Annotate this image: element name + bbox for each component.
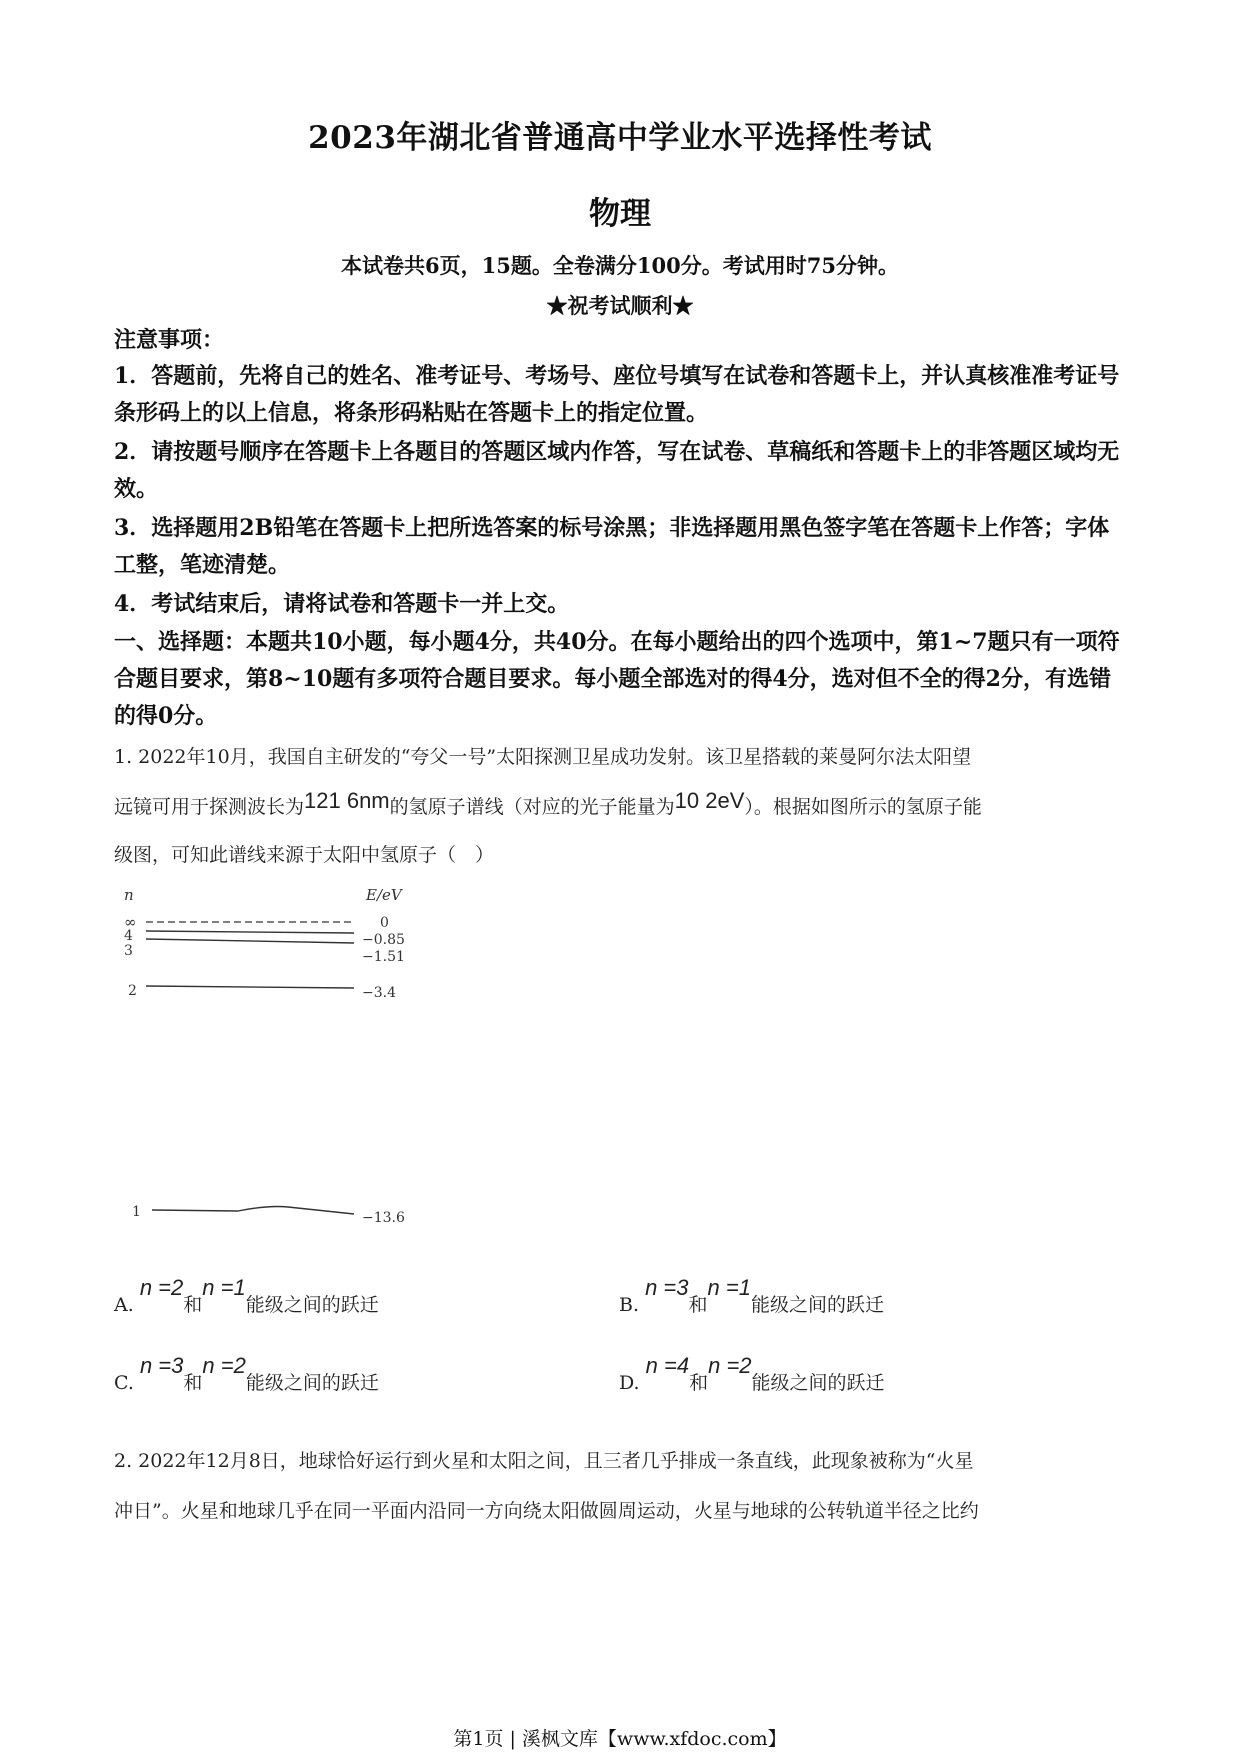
note-item: 3．选择题用2B铅笔在答题卡上把所选答案的标号涂黑；非选择题用黑色签字笔在答题卡上作答；字体工整，笔迹清楚。 bbox=[114, 515, 1110, 578]
question-text: ）。根据如图所示的氢原子能 bbox=[744, 796, 982, 818]
option-math: n =3 bbox=[645, 1275, 689, 1300]
level-n-label: 3 bbox=[124, 943, 133, 959]
question-1-line: 1. 2022年10月，我国自主研发的“夸父一号”太阳探测卫星成功发射。该卫星搭载的莱曼阿尔法太阳望 bbox=[114, 746, 972, 768]
axis-n-label: n bbox=[124, 886, 134, 904]
option-label: B. bbox=[619, 1294, 640, 1316]
option-label: D. bbox=[619, 1372, 640, 1394]
note-item: 1．答题前，先将自己的姓名、准考证号、考场号、座位号填写在试卷和答题卡上，并认真核准准考证号条形码上的以上信息，将条形码粘贴在答题卡上的指定位置。 bbox=[114, 363, 1120, 426]
option-d[interactable] bbox=[619, 1353, 885, 1395]
good-luck-line: ★祝考试顺利★ bbox=[546, 293, 694, 318]
option-math: n =2 bbox=[202, 1353, 246, 1378]
option-text: 能级之间的跃迁 bbox=[750, 1294, 884, 1316]
energy-value: 10 2eV bbox=[674, 788, 745, 813]
question-1-line: 级图，可知此谱线来源于太阳中氢原子（ ） bbox=[114, 844, 495, 866]
wavelength-value: 121 6nm bbox=[304, 788, 390, 813]
level-e-label: −13.6 bbox=[362, 1210, 405, 1226]
level-e-label: −1.51 bbox=[362, 949, 405, 965]
level-e-label: −0.85 bbox=[362, 932, 405, 948]
exam-info: 本试卷共6页，15题。全卷满分100分。考试用时75分钟。 bbox=[341, 253, 899, 278]
note-item: 2．请按题号顺序在答题卡上各题目的答题区域内作答，写在试卷、草稿纸和答题卡上的非答题区域均无效。 bbox=[114, 439, 1120, 502]
option-text: 能级之间的跃迁 bbox=[245, 1372, 379, 1394]
option-label: C. bbox=[114, 1372, 134, 1394]
option-text: 能级之间的跃迁 bbox=[245, 1294, 379, 1316]
question-text: 的氢原子谱线（对应的光子能量为 bbox=[389, 796, 675, 818]
notes-heading: 注意事项： bbox=[114, 327, 225, 353]
option-text: 能级之间的跃迁 bbox=[751, 1372, 885, 1394]
level-n-label: 2 bbox=[128, 983, 137, 999]
option-math: n =4 bbox=[645, 1353, 690, 1378]
option-b[interactable] bbox=[619, 1275, 884, 1317]
option-math: n =2 bbox=[708, 1353, 752, 1378]
option-math: n =2 bbox=[139, 1275, 184, 1300]
level-n-label: 4 bbox=[124, 928, 133, 944]
axis-e-label: E/eV bbox=[366, 886, 402, 904]
subject-title: 物理 bbox=[589, 196, 651, 232]
level-line-2 bbox=[146, 986, 354, 988]
energy-level-diagram bbox=[118, 880, 438, 1240]
option-label: A. bbox=[114, 1294, 134, 1316]
question-text: 远镜可用于探测波长为 bbox=[114, 796, 305, 818]
page-footer: 第1页 | 溪枫文库【www.xfdoc.com】 bbox=[453, 1728, 787, 1750]
option-and: 和 bbox=[183, 1372, 203, 1394]
level-n-label: ∞ bbox=[124, 913, 137, 931]
option-math: n =3 bbox=[139, 1353, 184, 1378]
section-instructions: 一、选择题：本题共10小题，每小题4分，共40分。在每小题给出的四个选项中，第1~7题只有一项符合题目要求，第8~10题有多项符合题目要求。每小题全部选对的得4分，选对但不全的得2分，有选错的得0分。 bbox=[114, 629, 1120, 729]
option-math: n =1 bbox=[707, 1275, 751, 1300]
question-2-line: 2. 2022年12月8日，地球恰好运行到火星和太阳之间，且三者几乎排成一条直线，此现象被称为“火星 bbox=[114, 1450, 974, 1472]
level-n-label: 1 bbox=[132, 1204, 141, 1220]
option-and: 和 bbox=[689, 1372, 709, 1394]
option-c[interactable] bbox=[114, 1353, 379, 1395]
option-math: n =1 bbox=[202, 1275, 246, 1300]
level-line-3 bbox=[146, 939, 354, 943]
exam-title: 2023年湖北省普通高中学业水平选择性考试 bbox=[308, 120, 932, 156]
option-and: 和 bbox=[688, 1294, 708, 1316]
level-e-label: −3.4 bbox=[362, 985, 396, 1001]
question-2-line: 冲日”。火星和地球几乎在同一平面内沿同一方向绕太阳做圆周运动，火星与地球的公转轨道半径之比约 bbox=[114, 1500, 979, 1522]
option-a[interactable] bbox=[114, 1275, 379, 1317]
note-item: 4．考试结束后，请将试卷和答题卡一并上交。 bbox=[114, 591, 570, 617]
level-line-4 bbox=[146, 931, 354, 933]
level-line-1 bbox=[152, 1207, 354, 1215]
question-1-line bbox=[114, 788, 1126, 819]
option-and: 和 bbox=[183, 1294, 203, 1316]
level-e-label: 0 bbox=[380, 915, 389, 931]
